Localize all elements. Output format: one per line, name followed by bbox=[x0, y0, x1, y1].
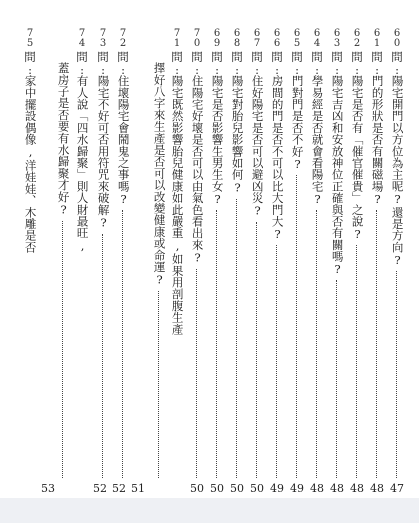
toc-entry-67 bbox=[249, 28, 265, 478]
question-text: 陽宅吉凶和安放神位正確與否有關嗎? bbox=[330, 75, 345, 277]
question-text: 陽宅既然影響胎兒健康如此嚴重,如果用剖腹生產 bbox=[170, 75, 185, 335]
toc-entry-63 bbox=[329, 28, 345, 478]
question-number: 71 bbox=[171, 28, 183, 48]
bottom-margin bbox=[0, 498, 419, 523]
question-label: 問 bbox=[191, 50, 203, 64]
page-number: 48 bbox=[330, 482, 344, 495]
page-number: 52 bbox=[93, 482, 107, 495]
leader-dots bbox=[122, 210, 125, 478]
colon: : bbox=[255, 63, 259, 77]
question-label: 問 bbox=[391, 50, 403, 64]
question-text: 有人說「四水歸聚」則人財最旺, bbox=[75, 75, 90, 253]
leader-dots bbox=[216, 210, 219, 478]
page-number: 52 bbox=[112, 482, 126, 495]
question-text: 住壞陽宅會鬧鬼之事嗎? bbox=[116, 75, 131, 207]
toc-entry-72 bbox=[115, 28, 131, 478]
question-number: 74 bbox=[76, 28, 88, 48]
question-text: 陽宅開門以方位為主呢?還是方向? bbox=[390, 75, 405, 268]
question-number: 69 bbox=[211, 28, 223, 48]
question-text: 門對門是否不好? bbox=[290, 75, 305, 172]
leader-dots bbox=[158, 291, 161, 478]
leader-dots bbox=[62, 221, 65, 478]
question-text: 家中擺設偶像,洋娃娃、木雕是否 bbox=[23, 75, 38, 253]
question-label: 問 bbox=[171, 50, 183, 64]
question-number: 66 bbox=[271, 28, 283, 48]
question-text: 房間的門是否不可以比大門大? bbox=[270, 75, 285, 242]
colon: : bbox=[175, 63, 179, 77]
colon: : bbox=[195, 63, 199, 77]
toc-entry-70 bbox=[189, 28, 205, 478]
toc-entry-65 bbox=[289, 28, 305, 478]
question-text-continued: 擇好八字來生產是否可以改變健康或命運? bbox=[152, 62, 167, 287]
toc-entry-74 bbox=[74, 28, 90, 478]
page-number: 49 bbox=[290, 482, 304, 495]
page-number: 50 bbox=[210, 482, 224, 495]
colon: : bbox=[375, 63, 379, 77]
question-label: 問 bbox=[351, 50, 363, 64]
question-text: 住陽宅好壞是否可以由氣色看出來? bbox=[190, 75, 205, 265]
page-number: 48 bbox=[370, 482, 384, 495]
page-number: 48 bbox=[310, 482, 324, 495]
question-text: 學易經是否就會看陽宅? bbox=[310, 75, 325, 207]
page-number: 50 bbox=[190, 482, 204, 495]
question-number: 67 bbox=[251, 28, 263, 48]
page-number: 48 bbox=[350, 482, 364, 495]
question-text: 陽宅是否影響生男生女? bbox=[210, 75, 225, 207]
question-text: 陽宅對胎兒影響如何? bbox=[230, 75, 245, 195]
leader-dots bbox=[376, 210, 379, 478]
toc-entry-71 bbox=[169, 28, 185, 478]
question-label: 問 bbox=[371, 50, 383, 64]
page-number: 51 bbox=[131, 482, 145, 495]
toc-entry-74-continuation bbox=[55, 62, 71, 478]
toc-entry-61 bbox=[369, 28, 385, 478]
colon: : bbox=[28, 63, 32, 77]
question-label: 問 bbox=[251, 50, 263, 64]
leader-dots bbox=[336, 280, 339, 478]
page-number: 50 bbox=[230, 482, 244, 495]
colon: : bbox=[121, 63, 125, 77]
leader-dots bbox=[196, 269, 199, 478]
question-number: 62 bbox=[351, 28, 363, 48]
question-text: 陽宅不好可否用符咒來破解? bbox=[96, 75, 111, 230]
question-label: 問 bbox=[211, 50, 223, 64]
leader-dots bbox=[102, 234, 105, 478]
question-number: 64 bbox=[311, 28, 323, 48]
question-label: 問 bbox=[331, 50, 343, 64]
toc-entry-68 bbox=[229, 28, 245, 478]
page-number: 50 bbox=[250, 482, 264, 495]
question-label: 問 bbox=[24, 50, 36, 64]
colon: : bbox=[295, 63, 299, 77]
toc-entry-62 bbox=[349, 28, 365, 478]
colon: : bbox=[335, 63, 339, 77]
question-text: 門的形狀是否有關磁場? bbox=[370, 75, 385, 207]
page-number: 47 bbox=[390, 482, 404, 495]
colon: : bbox=[395, 63, 399, 77]
page-number: 49 bbox=[270, 482, 284, 495]
colon: : bbox=[235, 63, 239, 77]
question-number: 63 bbox=[331, 28, 343, 48]
leader-dots bbox=[356, 245, 359, 478]
question-number: 68 bbox=[231, 28, 243, 48]
leader-dots bbox=[396, 271, 399, 478]
question-number: 60 bbox=[391, 28, 403, 48]
toc-entry-73 bbox=[95, 28, 111, 478]
toc-entry-69 bbox=[209, 28, 225, 478]
leader-dots bbox=[316, 210, 319, 478]
colon: : bbox=[80, 63, 84, 77]
question-label: 問 bbox=[291, 50, 303, 64]
leader-dots bbox=[236, 199, 239, 479]
question-number: 73 bbox=[97, 28, 109, 48]
question-number: 61 bbox=[371, 28, 383, 48]
colon: : bbox=[101, 63, 105, 77]
question-label: 問 bbox=[117, 50, 129, 64]
toc-entry-71-continuation bbox=[151, 62, 167, 478]
question-label: 問 bbox=[271, 50, 283, 64]
colon: : bbox=[315, 63, 319, 77]
leader-dots bbox=[296, 175, 299, 478]
question-label: 問 bbox=[231, 50, 243, 64]
leader-dots bbox=[276, 245, 279, 478]
colon: : bbox=[215, 63, 219, 77]
colon: : bbox=[355, 63, 359, 77]
toc-entry-64 bbox=[309, 28, 325, 478]
question-text: 住好陽宅是否可以避凶災? bbox=[250, 75, 265, 218]
leader-dots bbox=[256, 222, 259, 478]
toc-entry-66 bbox=[269, 28, 285, 478]
question-text-continued: 蓋房子是否要有水歸聚才好? bbox=[56, 62, 71, 217]
question-number: 72 bbox=[117, 28, 129, 48]
colon: : bbox=[275, 63, 279, 77]
question-number: 65 bbox=[291, 28, 303, 48]
question-number: 75 bbox=[24, 28, 36, 48]
question-number: 70 bbox=[191, 28, 203, 48]
question-text: 陽宅是否有「催官催貴」之說? bbox=[350, 75, 365, 242]
toc-entry-60 bbox=[389, 28, 405, 478]
question-label: 問 bbox=[97, 50, 109, 64]
toc-entry-75 bbox=[22, 28, 38, 478]
question-label: 問 bbox=[311, 50, 323, 64]
page-number: 53 bbox=[41, 482, 55, 495]
question-label: 問 bbox=[76, 50, 88, 64]
